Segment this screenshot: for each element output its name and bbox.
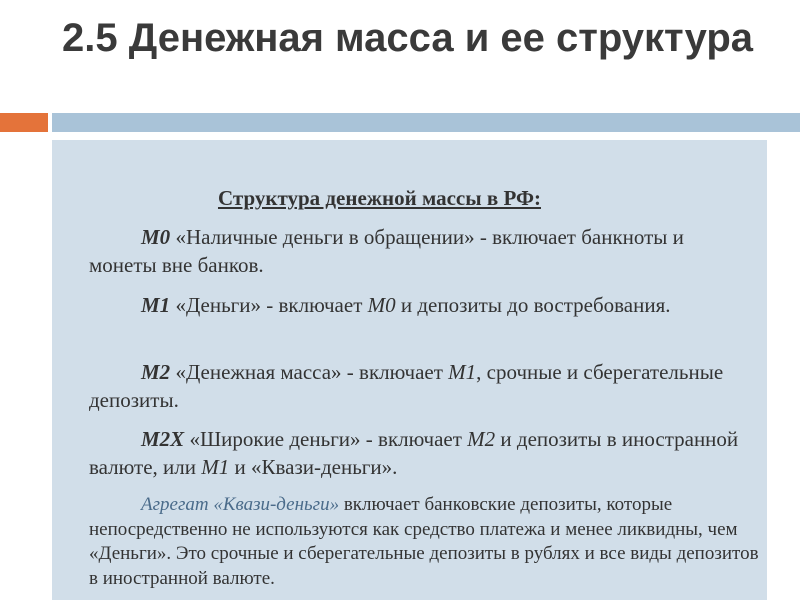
m2x-description-b: и депозиты в иностранной валюте, или: [89, 427, 739, 479]
term-m1: M1: [141, 293, 171, 317]
m2-description-a: «Денежная масса» - включает: [170, 360, 449, 384]
quasi-money-description: включает банковские депозиты, которые непосредственно не используются как средство платежа и менее ликвидны, чем «Деньги». Это срочные и сберегательные депозиты в рублях и все виды депозитов в иностранной валюте.: [89, 494, 759, 589]
m0-description: «Наличные деньги в обращении» - включает банкноты и монеты вне банков.: [89, 225, 684, 277]
quasi-money-term: Агрегат «Квази-деньги»: [141, 494, 340, 515]
aggregate-m0: [89, 223, 739, 279]
box-heading: Структура денежной массы в РФ:: [217, 186, 541, 210]
m2-description-b: , срочные и сберегательные депозиты.: [89, 360, 724, 412]
aggregate-m2: [89, 358, 739, 414]
term-m2: M2: [141, 360, 171, 384]
m2x-description-c: и «Квази-деньги».: [229, 455, 398, 479]
m1-ref-m0: M0: [367, 293, 396, 317]
m1-description-b: и депозиты до востребования.: [395, 293, 671, 317]
m1-description-a: «Деньги» - включает: [170, 293, 368, 317]
m2x-ref-m2: M2: [467, 427, 496, 451]
title-accent-bar: [0, 113, 48, 132]
quasi-money-note: [89, 493, 759, 591]
m2x-description-a: «Широкие деньги» - включает: [184, 427, 468, 451]
aggregate-m2x: [89, 425, 739, 481]
aggregate-m1: [89, 291, 739, 319]
content-box: [52, 140, 767, 600]
slide-title: 2.5 Денежная масса и ее структура: [62, 16, 753, 60]
term-m0: M0: [141, 225, 171, 249]
m2x-ref-m1: M1: [201, 455, 230, 479]
term-m2x: M2X: [141, 427, 185, 451]
m2-ref-m1: M1: [448, 360, 477, 384]
title-divider-bar: [52, 113, 800, 132]
